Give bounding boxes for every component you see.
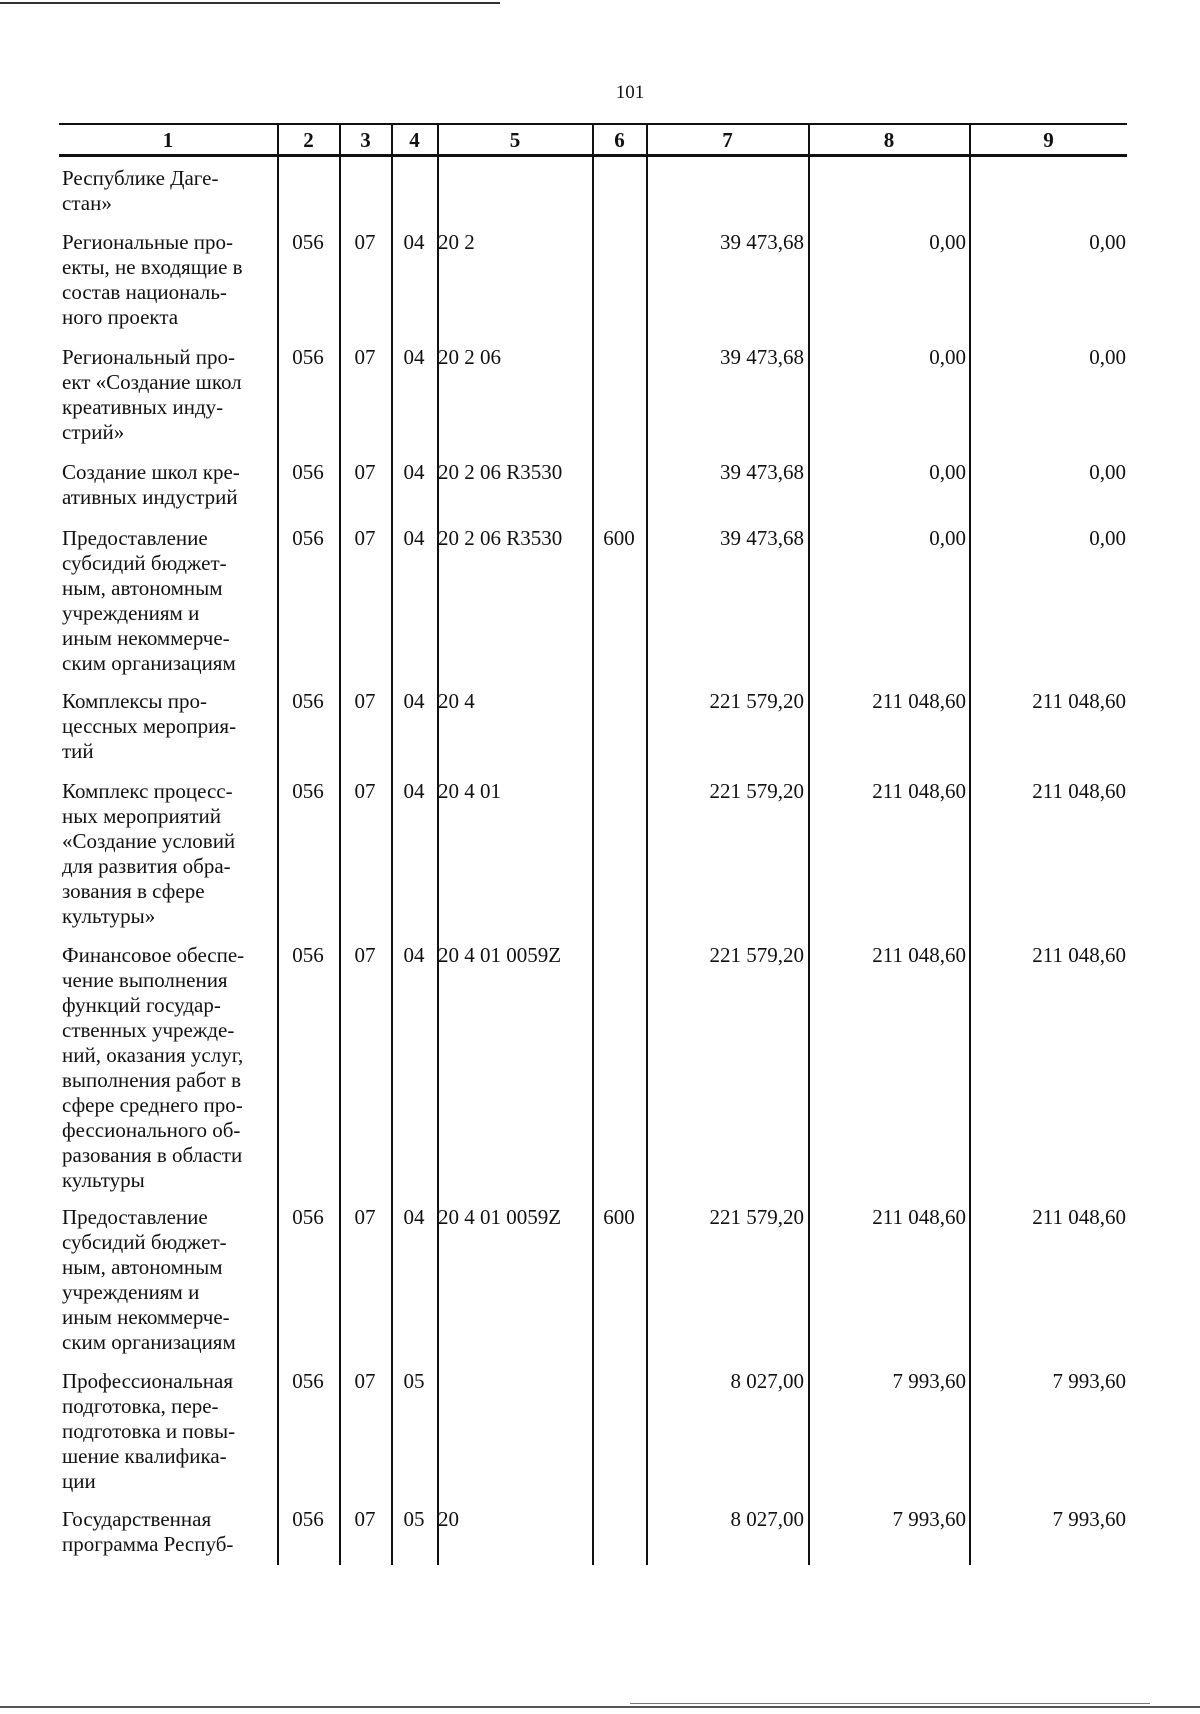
- row-name-cell: Республике Даге- стан»: [62, 166, 219, 215]
- col3-cell: 07: [354, 345, 376, 369]
- column-header-8: 8: [883, 128, 895, 152]
- col2-cell: 056: [292, 230, 324, 254]
- col9-cell: 211 048,60: [1032, 779, 1126, 803]
- page-number: 101: [615, 82, 645, 103]
- col7-cell: 221 579,20: [709, 689, 804, 713]
- col5-cell: 20 4 01 0059Z: [438, 1205, 562, 1229]
- scan-edge-line-bottom: [0, 1706, 1200, 1708]
- col8-cell: 0,00: [929, 526, 966, 550]
- col2-cell: 056: [292, 345, 324, 369]
- col-divider-1: [277, 123, 279, 1565]
- col5-cell: 20 4: [438, 689, 475, 713]
- col8-cell: 211 048,60: [872, 1205, 966, 1229]
- col7-cell: 221 579,20: [709, 1205, 804, 1229]
- col7-cell: 39 473,68: [720, 345, 804, 369]
- col7-cell: 39 473,68: [720, 230, 804, 254]
- col8-cell: 0,00: [929, 230, 966, 254]
- col5-cell: 20 2 06 R3530: [438, 526, 563, 550]
- col8-cell: 7 993,60: [892, 1369, 966, 1393]
- col5-cell: 20 4 01: [438, 779, 501, 803]
- col7-cell: 8 027,00: [730, 1507, 804, 1531]
- col2-cell: 056: [292, 1507, 324, 1531]
- col2-cell: 056: [292, 526, 324, 550]
- col2-cell: 056: [292, 779, 324, 803]
- column-header-5: 5: [509, 128, 521, 152]
- col-divider-6: [646, 123, 648, 1565]
- col2-cell: 056: [292, 689, 324, 713]
- col4-cell: 05: [403, 1369, 425, 1393]
- col-divider-3: [391, 123, 393, 1565]
- col8-cell: 0,00: [929, 460, 966, 484]
- col3-cell: 07: [354, 460, 376, 484]
- col7-cell: 39 473,68: [720, 460, 804, 484]
- column-header-9: 9: [1043, 128, 1054, 152]
- col-divider-7: [808, 123, 810, 1565]
- col3-cell: 07: [354, 526, 376, 550]
- column-header-3: 3: [360, 128, 371, 152]
- col7-cell: 8 027,00: [730, 1369, 804, 1393]
- column-header-7: 7: [722, 128, 733, 152]
- col5-cell: 20: [438, 1507, 459, 1531]
- col3-cell: 07: [354, 779, 376, 803]
- col7-cell: 221 579,20: [709, 779, 804, 803]
- col4-cell: 04: [403, 1205, 425, 1229]
- col2-cell: 056: [292, 460, 324, 484]
- row-name-cell: Профессиональная подготовка, пере- подготовка и повы- шение квалифика- ции: [62, 1369, 236, 1493]
- column-header-2: 2: [303, 128, 314, 152]
- col7-cell: 221 579,20: [709, 943, 804, 967]
- row-name-cell: Государственная программа Респуб-: [62, 1507, 234, 1556]
- col9-cell: 0,00: [1089, 526, 1126, 550]
- row-name-cell: Комплекс процесс- ных мероприятий «Создание условий для развития обра- зования в сфере культуры»: [62, 779, 236, 928]
- row-name-cell: Предоставление субсидий бюджет- ным, автономным учреждениям и иным некоммерче- ским организациям: [62, 1205, 236, 1354]
- col4-cell: 04: [403, 345, 425, 369]
- col3-cell: 07: [354, 1369, 376, 1393]
- col4-cell: 04: [403, 230, 425, 254]
- col8-cell: 7 993,60: [892, 1507, 966, 1531]
- col9-cell: 0,00: [1089, 230, 1126, 254]
- column-header-6: 6: [614, 128, 625, 152]
- row-name-cell: Региональные про- екты, не входящие в состав националь- ного проекта: [62, 230, 243, 329]
- col3-cell: 07: [354, 1205, 376, 1229]
- col9-cell: 7 993,60: [1052, 1507, 1126, 1531]
- col9-cell: 7 993,60: [1052, 1369, 1126, 1393]
- col2-cell: 056: [292, 1205, 324, 1229]
- col4-cell: 04: [403, 943, 425, 967]
- col8-cell: 211 048,60: [872, 943, 966, 967]
- col-divider-8: [969, 123, 971, 1565]
- row-name-cell: Создание школ кре- ативных индустрий: [62, 460, 240, 509]
- col2-cell: 056: [292, 943, 324, 967]
- column-header-1: 1: [162, 128, 174, 152]
- row-name-cell: Комплексы про- цессных мероприя- тий: [62, 689, 237, 763]
- row-name-cell: Финансовое обеспе- чение выполнения функций государ- ственных учрежде- ний, оказания услуг, выполнения работ в сфере среднего про- фессионального об- разования в области культуры: [62, 943, 245, 1192]
- col9-cell: 211 048,60: [1032, 689, 1126, 713]
- col8-cell: 211 048,60: [872, 689, 966, 713]
- col9-cell: 211 048,60: [1032, 943, 1126, 967]
- col8-cell: 0,00: [929, 345, 966, 369]
- col9-cell: 0,00: [1089, 345, 1126, 369]
- col5-cell: 20 4 01 0059Z: [438, 943, 562, 967]
- scan-edge-line-bottom-short: [630, 1703, 1150, 1704]
- row-name-cell: Предоставление субсидий бюджет- ным, автономным учреждениям и иным некоммерче- ским организациям: [62, 526, 236, 675]
- col5-cell: 20 2: [438, 230, 475, 254]
- col-divider-2: [339, 123, 341, 1565]
- col3-cell: 07: [354, 1507, 376, 1531]
- col3-cell: 07: [354, 943, 376, 967]
- col4-cell: 04: [403, 689, 425, 713]
- col9-cell: 211 048,60: [1032, 1205, 1126, 1229]
- col4-cell: 05: [403, 1507, 425, 1531]
- col4-cell: 04: [403, 526, 425, 550]
- col6-cell: 600: [603, 1205, 635, 1229]
- col4-cell: 04: [403, 779, 425, 803]
- col9-cell: 0,00: [1089, 460, 1126, 484]
- col7-cell: 39 473,68: [720, 526, 804, 550]
- col3-cell: 07: [354, 230, 376, 254]
- col5-cell: 20 2 06: [438, 345, 501, 369]
- col5-cell: 20 2 06 R3530: [438, 460, 563, 484]
- col-divider-5: [592, 123, 594, 1565]
- column-header-4: 4: [409, 128, 420, 152]
- col8-cell: 211 048,60: [872, 779, 966, 803]
- scan-edge-line-top: [0, 2, 500, 4]
- col4-cell: 04: [403, 460, 425, 484]
- col3-cell: 07: [354, 689, 376, 713]
- col6-cell: 600: [603, 526, 635, 550]
- col2-cell: 056: [292, 1369, 324, 1393]
- col-divider-4: [437, 123, 439, 1565]
- row-name-cell: Региональный про- ект «Создание школ креативных инду- стрий»: [62, 345, 242, 444]
